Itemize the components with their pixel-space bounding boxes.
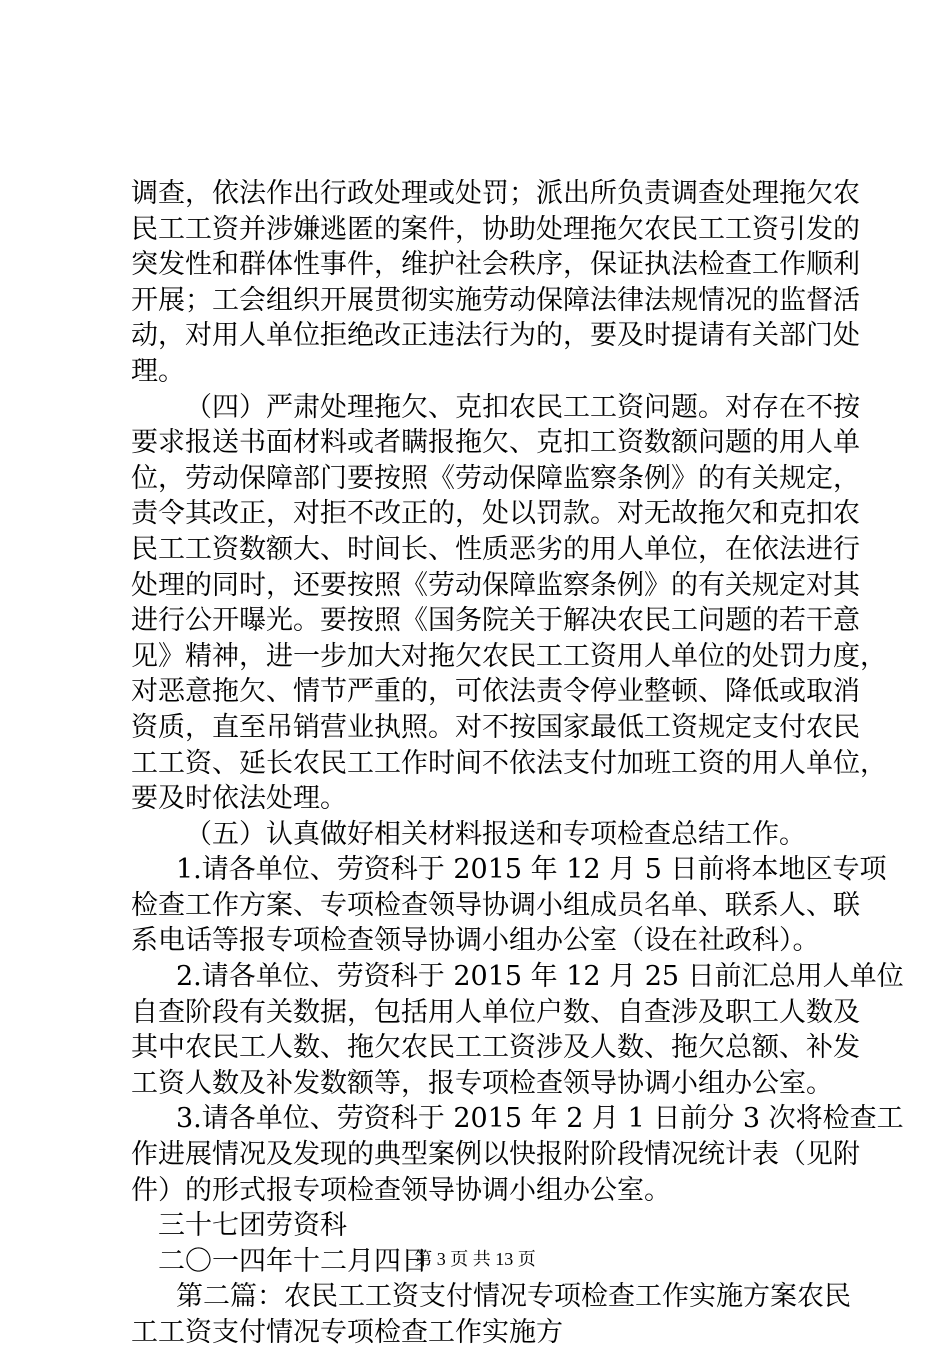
text-line: （四）严肃处理拖欠、克扣农民工工资问题。对存在不按 bbox=[185, 391, 860, 423]
page-footer: 第 3 页 共 13 页 bbox=[414, 1249, 536, 1269]
document-body bbox=[131, 176, 904, 1351]
text-line: 作进展情况及发现的典型案例以快报附阶段情况统计表（见附 bbox=[131, 1139, 860, 1171]
text-line: 要求报送书面材料或者瞒报拖欠、克扣工资数额问题的用人单 bbox=[131, 427, 860, 459]
text-line: （五）认真做好相关材料报送和专项检查总结工作。 bbox=[185, 818, 806, 850]
text-line: 要及时依法处理。 bbox=[131, 783, 347, 815]
text-line: 见》精神，进一步加大对拖欠农民工工资用人单位的处罚力度， bbox=[131, 640, 887, 672]
text-line: 进行公开曝光。要按照《国务院关于解决农民工问题的若干意 bbox=[131, 605, 860, 637]
text-line: 处理的同时，还要按照《劳动保障监察条例》的有关规定对其 bbox=[131, 569, 860, 601]
text-line: 件）的形式报专项检查领导协调小组办公室。 bbox=[131, 1174, 671, 1206]
text-line: 工工资、延长农民工工作时间不依法支付加班工资的用人单位， bbox=[131, 747, 887, 779]
text-line: 民工工资并涉嫌逃匿的案件，协助处理拖欠农民工工资引发的 bbox=[131, 213, 860, 245]
text-line: 理。 bbox=[131, 355, 185, 387]
text-line: 动，对用人单位拒绝改正违法行为的，要及时提请有关部门处 bbox=[131, 320, 860, 352]
text-line: 民工工资数额大、时间长、性质恶劣的用人单位，在依法进行 bbox=[131, 533, 860, 565]
text-line: 位，劳动保障部门要按照《劳动保障监察条例》的有关规定， bbox=[131, 462, 860, 494]
text-line: 突发性和群体性事件，维护社会秩序，保证执法检查工作顺利 bbox=[131, 249, 860, 281]
text-line: 三十七团劳资科 bbox=[158, 1210, 347, 1242]
text-line: 1.请各单位、劳资科于 2015 年 12 月 5 日前将本地区专项 bbox=[176, 854, 887, 886]
text-line: 第二篇：农民工工资支付情况专项检查工作实施方案农民 bbox=[176, 1281, 851, 1313]
text-line: 工资人数及补发数额等，报专项检查领导协调小组办公室。 bbox=[131, 1067, 833, 1099]
text-line: 2.请各单位、劳资科于 2015 年 12 月 25 日前汇总用人单位 bbox=[176, 961, 904, 993]
text-line: 责令其改正，对拒不改正的，处以罚款。对无故拖欠和克扣农 bbox=[131, 498, 860, 530]
text-line: 3.请各单位、劳资科于 2015 年 2 月 1 日前分 3 次将检查工 bbox=[176, 1103, 904, 1135]
text-line: 对恶意拖欠、情节严重的，可依法责令停业整顿、降低或取消 bbox=[131, 676, 860, 708]
text-line: 其中农民工人数、拖欠农民工工资涉及人数、拖欠总额、补发 bbox=[131, 1032, 860, 1064]
text-line: 资质，直至吊销营业执照。对不按国家最低工资规定支付农民 bbox=[131, 711, 860, 743]
text-line: 开展；工会组织开展贯彻实施劳动保障法律法规情况的监督活 bbox=[131, 284, 860, 316]
text-line: 检查工作方案、专项检查领导协调小组成员名单、联系人、联 bbox=[131, 889, 860, 921]
text-line: 调查，依法作出行政处理或处罚；派出所负责调查处理拖欠农 bbox=[131, 178, 860, 209]
text-line: 工工资支付情况专项检查工作实施方 bbox=[131, 1317, 563, 1348]
text-line: 自查阶段有关数据，包括用人单位户数、自查涉及职工人数及 bbox=[131, 996, 860, 1028]
text-line: 系电话等报专项检查领导协调小组办公室（设在社政科）。 bbox=[131, 925, 820, 957]
text-line: 二〇一四年十二月四日 bbox=[158, 1245, 428, 1277]
